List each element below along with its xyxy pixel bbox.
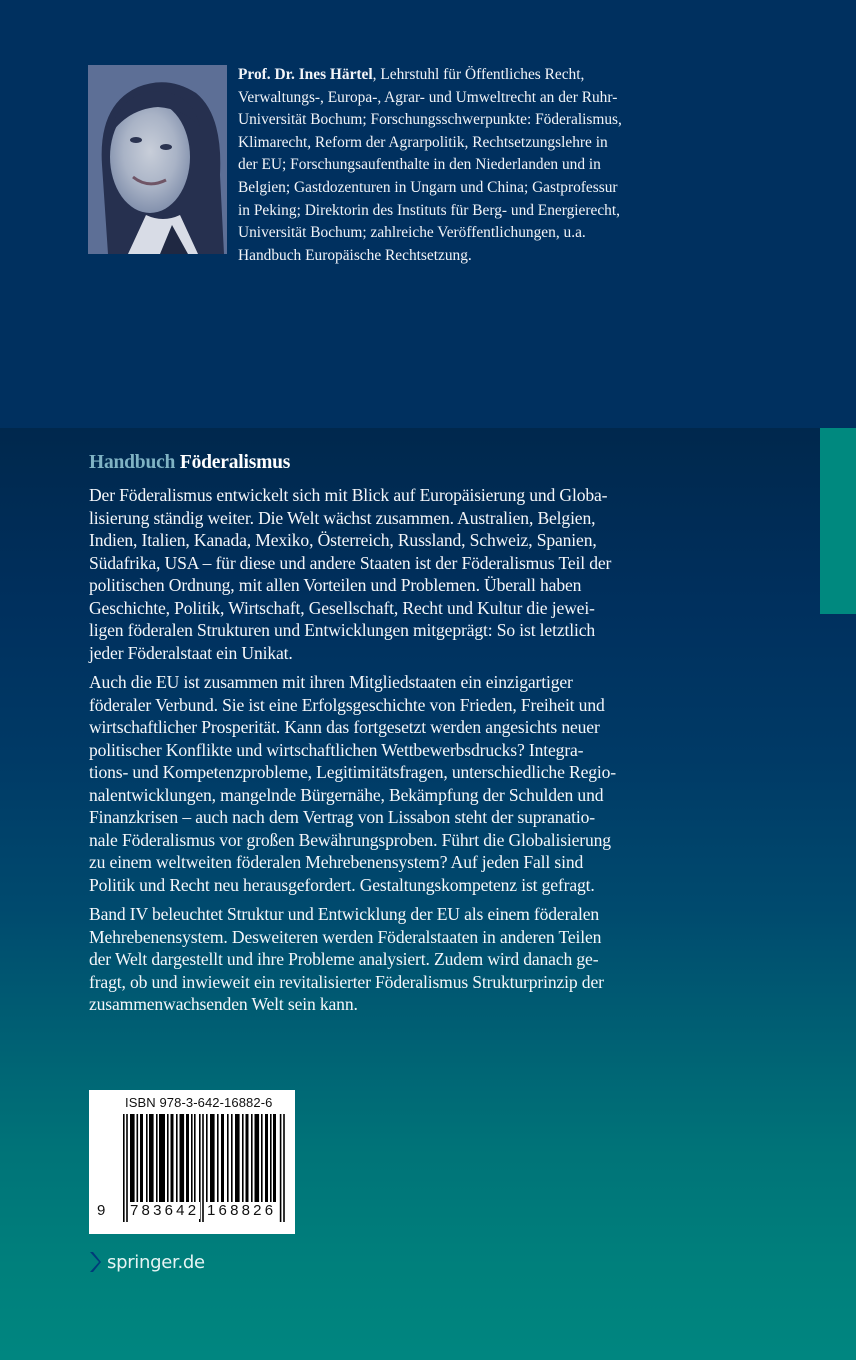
text-line: Finanzkrisen – auch nach dem Vertrag von Lissabon steht der supranatio- [89,807,595,827]
text-line: lisierung ständig weiter. Die Welt wächst zusammen. Australien, Belgien, [89,507,596,528]
text-line: zu einem weltweiten föderalen Mehrebenensystem? Auf jeden Fall sind [89,852,584,872]
text-line: tions- und Kompetenzprobleme, Legitimitätsfragen, unterschiedliche Regio- [89,762,616,782]
description-paragraph-1 [89,484,719,664]
text-line: ligen föderalen Strukturen und Entwicklungen mitgeprägt: So ist letztlich [89,620,595,640]
series-title [89,451,290,475]
text-line: föderaler Verbund. Sie ist eine Erfolgsgeschichte von Frieden, Freiheit und [89,694,605,715]
publisher-link[interactable] [89,1248,205,1276]
isbn-digits-left: 783642 [130,1202,200,1219]
isbn-barcode-box [89,1090,295,1234]
bio-line: Verwaltungs-, Europa-, Agrar- und Umweltrecht an der Ruhr- [238,88,618,106]
publisher-url[interactable]: springer.de [107,1251,205,1273]
author-photo [88,65,227,254]
text-line: nalentwicklungen, mangelnde Bürgernähe, Bekämpfung der Schulden und [89,784,604,805]
isbn-digits-right: 168826 [207,1202,277,1219]
description-paragraph-2 [89,671,719,896]
author-bio [238,64,738,267]
portrait-image [88,65,227,254]
series-main-title: Föderalismus [179,452,291,473]
chevron-right-icon [89,1251,101,1273]
bio-line: Belgien; Gastdozenturen in Ungarn und China; Gastprofessur [238,178,618,196]
text-line: nale Föderalismus vor großen Bewährungsproben. Führt die Globalisierung [89,829,611,850]
text-line: Mehrebenensystem. Desweiteren werden Föderalstaaten in anderen Teilen [89,926,602,947]
bio-line: Klimarecht, Reform der Agrarpolitik, Rechtsetzungslehre in [238,133,608,151]
text-line: Geschichte, Politik, Wirtschaft, Gesellschaft, Recht und Kultur die jewei- [89,597,595,618]
bio-line: der EU; Forschungsaufenthalte in den Niederlanden und in [238,156,601,174]
book-description [89,484,719,1023]
bio-line: in Peking; Direktorin des Instituts für Berg- und Energierecht, [238,201,620,219]
bio-line: Universität Bochum; Forschungsschwerpunkte: Föderalismus, [238,111,622,129]
text-line: Südafrika, USA – für diese und andere Staaten ist der Föderalismus Teil der [89,552,612,573]
text-line: Auch die EU ist zusammen mit ihren Mitgliedstaaten ein einzigartiger [89,672,573,692]
text-line: fragt, ob und inwieweit ein revitalisierter Föderalismus Strukturprinzip der [89,971,604,992]
description-paragraph-3 [89,903,719,1016]
text-line: jeder Föderalstaat ein Unikat. [89,642,293,663]
bio-line: Universität Bochum; zahlreiche Veröffentlichungen, u.a. [238,224,586,242]
text-line: wirtschaftlicher Prosperität. Kann das fortgesetzt werden angesichts neuer [89,717,600,737]
side-color-tab [820,428,856,614]
text-line: Indien, Italien, Kanada, Mexiko, Österreich, Russland, Schweiz, Spanien, [89,530,597,550]
text-line: Der Föderalismus entwickelt sich mit Blick auf Europäisierung und Globa- [89,485,608,505]
text-line: zusammenwachsenden Welt sein kann. [89,994,358,1014]
isbn-first-digit: 9 [97,1202,106,1219]
text-line: Politik und Recht neu herausgefordert. Gestaltungskompetenz ist gefragt. [89,874,595,895]
text-line: politischer Konflikte und wirtschaftlichen Wettbewerbsdrucks? Integra- [89,739,584,760]
author-name: Prof. Dr. Ines Härtel [238,66,373,83]
isbn-label: ISBN 978-3-642-16882-6 [125,1095,273,1110]
bio-line: , Lehrstuhl für Öffentliches Recht, [372,66,585,83]
series-prefix: Handbuch [89,452,176,473]
text-line: Band IV beleuchtet Struktur und Entwicklung der EU als einem föderalen [89,904,600,924]
bio-line: Handbuch Europäische Rechtsetzung. [238,246,472,264]
text-line: politischen Ordnung, mit allen Vorteilen und Problemen. Überall haben [89,575,582,595]
text-line: der Welt dargestellt und ihre Probleme analysiert. Zudem wird danach ge- [89,949,599,969]
